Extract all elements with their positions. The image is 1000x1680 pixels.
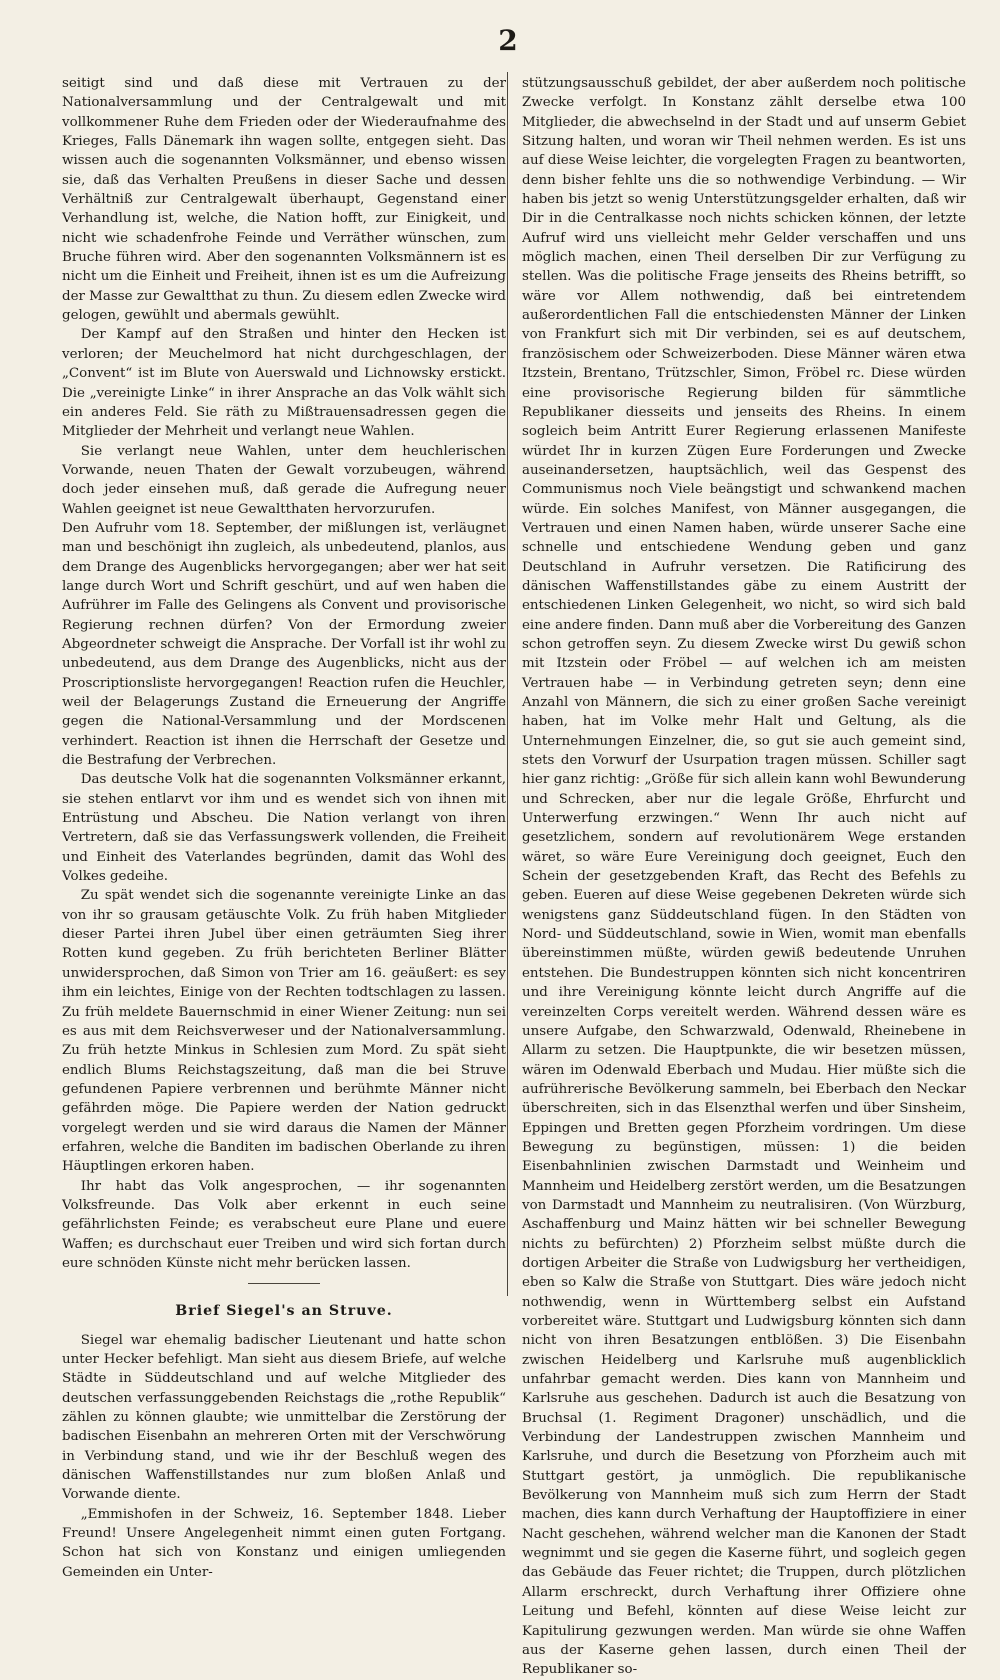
letter-intro-paragraph: Siegel war ehemalig badischer Lieutenant und hatte schon unter Hecker befehligt. Man sieht aus diesem Briefe, auf welche Städte in Süddeutschland und auf welche Mitglieder des deutschen verfassunggebenden Reichstags die „rothe Republik“ zählen zu können glaubte; wie unmittelbar die Zerstörung der badischen Eisenbahn an mehreren Orten mit der Verschwörung in Verbindung stand, und wie ihr der Beschluß wegen des dänischen Waffenstillstandes nur zum bloßen Anlaß und Vorwande diente.: [62, 1332, 506, 1503]
right-column: [522, 74, 966, 1678]
section-divider: [248, 1283, 320, 1284]
left-paragraph-1: seitigt sind und daß diese mit Vertrauen zu der Nationalversammlung und der Centralgewalt und mit vollkommener Ruhe dem Frieden oder der Wiederaufnahme des Krieges, Falls Dänemark ihn wagen sollte, entgegen sieht. Das wissen auch die sogenannten Volksmänner, und ebenso wissen sie, daß das Verhalten Preußens in dieser Sache und dessen Verhältniß zur Centralgewalt überhaupt, Gegenstand einer Verhandlung ist, welche, die Nation hofft, zur Einigkeit, und nicht wie schadenfrohe Feinde und Verräther wünschen, zum Bruche führen wird. Aber den sogenannten Volksmännern ist es nicht um die Einheit und Freiheit, ihnen ist es um die Aufreizung der Masse zur Gewaltthat zu thun. Zu diesem edlen Zwecke wird gelogen, gewühlt und abermals gewühlt.: [62, 76, 506, 324]
article-heading: Brief Siegel's an Struve.: [175, 1303, 393, 1320]
left-column: [62, 74, 506, 1580]
left-paragraph-7: Ihr habt das Volk angesprochen, — ihr sogenannten Volksfreunde. Das Volk aber erkennt in euch seine gefährlichsten Feinde; es verabscheut eure Plane und euere Waffen; es durchschaut euer Treiben und wird sich fortan durch eure schnöden Künste nicht mehr berücken lassen.: [62, 1178, 506, 1271]
left-paragraph-4: Den Aufruhr vom 18. September, der mißlungen ist, verläugnet man und beschönigt ihn zugleich, als unbedeutend, planlos, aus dem Drange des Augenblicks hervorgegangen; aber wer hat seit lange durch Wort und Schrift geschürt, und auf wen haben die Aufrührer im Falle des Gelingens als Convent und provisorische Regierung rechnen dürfen? Von der Ermordung zweier Abgeordneter schweigt die Ansprache. Der Vorfall ist ihr wohl zu unbedeutend, aus dem Drange des Augenblicks, nicht aus der Proscriptionsliste hervorgegangen! Reaction rufen die Heuchler, weil der Belagerungs Zustand die Erneuerung der Angriffe gegen die National-Versammlung und der Mordscenen verhindert. Reaction ist ihnen die Herrschaft der Gesetze und die Bestrafung der Verbrechen.: [62, 520, 506, 769]
left-paragraph-3: Sie verlangt neue Wahlen, unter dem heuchlerischen Vorwande, neuen Thaten der Gewalt vorzubeugen, während doch jeder einsehen muß, daß gerade die Aufregung neuer Wahlen geeignet ist neue Gewaltthaten hervorzurufen.: [62, 443, 506, 517]
left-paragraph-6: Zu spät wendet sich die sogenannte vereinigte Linke an das von ihr so grausam getäuschte Volk. Zu früh haben Mitglieder dieser Partei ihren Jubel über einen geträumten Sieg ihrer Rotten kund gegeben. Zu früh berichteten Berliner Blätter unwidersprochen, daß Simon von Trier am 16. geäußert: es sey ihm ein leichtes, Einige von der Rechten todtschlagen zu lassen. Zu früh meldete Bauernschmid in einer Wiener Zeitung: nun sei es aus mit dem Reichsverweser und der Nationalversammlung. Zu früh hetzte Minkus in Schlesien zum Mord. Zu spät sieht endlich Blums Reichstagszeitung, daß man die bei Struve gefundenen Papiere verbrennen und berühmte Männer nicht gefährden möge. Die Papiere werden der Nation gedruckt vorgelegt werden und sie wird daraus die Namen der Männer erfahren, welche die Banditen im badischen Oberlande zu ihren Häuptlingen erkoren haben.: [62, 888, 506, 1175]
left-paragraph-5: Das deutsche Volk hat die sogenannten Volksmänner erkannt, sie stehen entlarvt vor ihm und es wendet sich von ihnen mit Entrüstung und Abscheu. Die Nation verlangt von ihren Vertretern, daß sie das Verfassungswerk vollenden, die Freiheit und Einheit des Vaterlandes begründen, damit das Wohl des Volkes gedeihe.: [62, 772, 506, 885]
column-divider: [507, 72, 508, 1296]
right-paragraph-1: stützungsausschuß gebildet, der aber außerdem noch politische Zwecke verfolgt. In Konstanz zählt derselbe etwa 100 Mitglieder, die abwechselnd in der Stadt und auf unserm Gebiet Sitzung halten, und woran wir Theil nehmen werden. Es ist uns auf diese Weise leichter, die vorgelegten Fragen zu beantworten, denn bisher fehlte uns die so nothwendige Verbindung. — Wir haben bis jetzt so wenig Unterstützungsgelder erhalten, daß wir Dir in die Centralkasse noch nichts schicken können, der letzte Aufruf wird uns vielleicht mehr Gelder verschaffen und uns möglich machen, einen Theil derselben Dir zur Verfügung zu stellen. Was die politische Frage jenseits des Rheins betrifft, so wäre vor Allem nothwendig, daß bei eintretendem außerordentlichen Fall die entschiedensten Männer der Linken von Frankfurt sich mit Dir verbinden, sei es auf deutschem, französischem oder Schweizerboden. Diese Männer wären etwa Itzstein, Brentano, Trützschler, Simon, Fröbel rc. Diese würden eine provisorische Regierung bilden für sämmtliche Republikaner diesseits und jenseits des Rheins. In einem sogleich beim Antritt Eurer Regierung erlassenen Manifeste würdet Ihr in kurzen Zügen Eure Forderungen und Zwecke auseinandersetzen, hauptsächlich, weil das Gespenst des Communismus noch Viele beängstigt und schwankend machen würde. Ein solches Manifest, von Männer ausgegangen, die Vertrauen und einen Namen haben, würde unserer Sache eine schnelle und entschiedene Wendung geben und ganz Deutschland in Aufruhr versetzen. Die Ratificirung des dänischen Waffenstillstandes gäbe zu einem Austritt der entschiedenen Linken Gelegenheit, wo nicht, so wird sich bald eine andere finden. Dann muß aber die Vorbereitung des Ganzen schon getroffen seyn. Zu diesem Zwecke wirst Du gewiß schon mit Itzstein oder Fröbel — auf welchen ich am meisten Vertrauen habe — in Verbindung getreten seyn; denn eine Anzahl von Männern, die sich zu einer großen Sache vereinigt haben, hat im Volke mehr Halt und Geltung, als die Unternehmungen Einzelner, die, so gut sie auch gemeint sind, stets den Vorwurf der Usurpation tragen müssen. Schiller sagt hier ganz richtig: „Größe für sich allein kann wohl Bewunderung und Schrecken, aber nur die legale Größe, Ehrfurcht und Unterwerfung erzwingen.“ Wenn Ihr auch nicht auf gesetzlichem, sondern auf revolutionärem Wege erstanden wäret, so wäre Eure Vereinigung doch geeignet, Euch den Schein der gesetzgebenden Kraft, das Recht des Befehls zu geben. Eueren auf diese Weise gegebenen Dekreten würde sich wenigstens ganz Süddeutschland fügen. In den Städten von Nord- und Süddeutschland, sowie in Wien, womit man ebenfalls übereinstimmen müßte, würden gewiß bedeutende Unruhen entstehen. Die Bundestruppen könnten sich nicht koncentriren und ihre Vereinigung könnte leicht durch Angriffe auf die vereinzelten Corps vereitelt werden. Während dessen wäre es unsere Aufgabe, den Schwarzwald, Odenwald, Rheinebene in Allarm zu setzen. Die Hauptpunkte, die wir besetzen müssen, wären im Odenwald Eberbach und Mudau. Hier müßte sich die aufrührerische Bevölkerung sammeln, bei Eberbach den Neckar überschreiten, sich in das Elsenzthal werfen und über Sinsheim, Eppingen und Bretten gegen Pforzheim vordringen. Um diese Bewegung zu begünstigen, müssen: 1) die beiden Eisenbahnlinien zwischen Darmstadt und Weinheim und Mannheim und Heidelberg zerstört werden, um die Besatzungen von Darmstadt und Mannheim zu neutralisiren. (Von Würzburg, Aschaffenburg und Mainz hätten wir bei schneller Bewegung nichts zu befürchten) 2) Pforzheim selbst müßte durch die dortigen Arbeiter die Straße von Ludwigsburg her vertheidigen, eben so Kalw die Straße von Stuttgart. Dies wäre jedoch nicht nothwendig, wenn in Württemberg selbst ein Aufstand vorbereitet wäre. Stuttgart und Ludwigsburg könnten sich dann nicht von ihren Besatzungen entblößen. 3) Die Eisenbahn zwischen Heidelberg und Karlsruhe muß augenblicklich unfahrbar gemacht werden. Dies kann von Mannheim und Karlsruhe aus geschehen. Dadurch ist auch die Besatzung von Bruchsal (1. Regiment Dragoner) unschädlich, und die Verbindung der Landestruppen zwischen Mannheim und Karlsruhe, und durch die Besetzung von Pforzheim auch mit Stuttgart gestört, ja unmöglich. Die republikanische Bevölkerung von Mannheim muß sich zum Herrn der Stadt machen, dies kann durch Verhaftung der Hauptoffiziere in einer Nacht geschehen, während welcher man die Kanonen der Stadt wegnimmt und sie gegen die Kaserne führt, und sogleich gegen das Gebäude das Feuer richtet; die Truppen, durch plötzlichen Allarm erschreckt, durch Verhaftung ihrer Offiziere ohne Leitung und Befehl, könnten auf diese Weise leicht zur Kapitulirung gezwungen werden. Man würde sie ohne Waffen aus der Kaserne gehen lassen, durch einen Theil der Republikaner so-: [522, 76, 966, 1678]
page-number: 2: [498, 24, 518, 57]
letter-opening-paragraph: „Emmishofen in der Schweiz, 16. September 1848. Lieber Freund! Unsere Angelegenheit nimmt einen guten Fortgang. Schon hat sich von Konstanz und einigen umliegenden Gemeinden ein Unter-: [62, 1506, 506, 1580]
left-paragraph-2: Der Kampf auf den Straßen und hinter den Hecken ist verloren; der Meuchelmord hat nicht durchgeschlagen, der „Convent“ ist im Blute von Auerswald und Lichnowsky erstickt. Die „vereinigte Linke“ in ihrer Ansprache an das Volk wählt sich ein anderes Feld. Sie räth zu Mißtrauensadressen gegen die Mitglieder der Mehrheit und verlangt neue Wahlen.: [62, 327, 506, 440]
